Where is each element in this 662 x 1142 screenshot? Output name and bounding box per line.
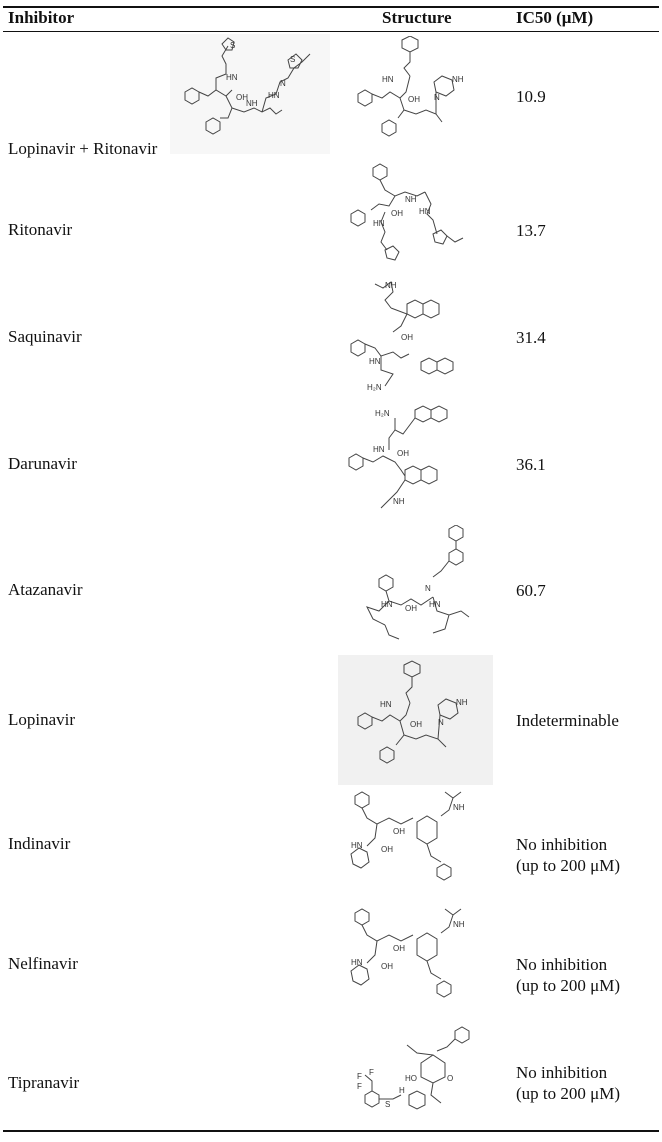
hn-label: HN xyxy=(419,207,431,216)
oh-label: OH xyxy=(408,95,420,104)
o-label: O xyxy=(447,1074,454,1083)
ic50-value: 60.7 xyxy=(516,581,546,600)
oh-label: OH xyxy=(391,209,403,218)
n-label: N xyxy=(434,93,440,102)
lopinavir-structure-icon xyxy=(338,655,493,785)
hn-label: HN xyxy=(373,445,385,454)
darunavir-structure-icon xyxy=(345,404,495,519)
ic50-value: No inhibition (up to 200 μM) xyxy=(516,1063,621,1103)
hn-label: HN xyxy=(429,600,441,609)
f-label: F xyxy=(369,1068,374,1077)
oh-label: OH xyxy=(410,720,422,729)
hn-label: HN xyxy=(380,700,392,709)
hn-label: HN xyxy=(369,357,381,366)
inhibitor-name: Darunavir xyxy=(8,454,77,473)
ic50-value: 13.7 xyxy=(516,221,546,240)
ic50-value: No inhibition (up to 200 μM) xyxy=(516,955,621,995)
oh-label: OH xyxy=(393,827,405,836)
bottom-rule xyxy=(3,1130,659,1132)
hn-label: HN xyxy=(382,75,394,84)
n-label: N xyxy=(438,718,444,727)
atazanavir-structure-icon xyxy=(345,525,495,645)
hn-label: HN xyxy=(226,73,238,82)
oh-label: OH xyxy=(401,333,413,342)
nh-label: NH xyxy=(405,195,417,204)
n-label: N xyxy=(425,584,431,593)
ic50-value: 36.1 xyxy=(516,455,546,474)
s-label: S xyxy=(290,55,296,64)
ic50-value: No inhibition (up to 200 μM) xyxy=(516,835,621,875)
indinavir-structure-icon xyxy=(345,788,495,903)
header-inhibitor: Inhibitor xyxy=(8,8,75,27)
oh-label: OH xyxy=(381,845,393,854)
oh-label: OH xyxy=(405,604,417,613)
h2n-label: H₂N xyxy=(375,409,390,418)
nh-label: NH xyxy=(393,497,405,506)
inhibitor-name: Nelfinavir xyxy=(8,954,78,973)
inhibitor-name: Indinavir xyxy=(8,834,71,853)
h2n-label: H₂N xyxy=(367,383,382,392)
oh-label: OH xyxy=(236,93,248,102)
oh-label: OH xyxy=(381,962,393,971)
s-label: S xyxy=(385,1100,391,1109)
nh-label: NH xyxy=(246,99,258,108)
inhibitor-name: Ritonavir xyxy=(8,220,73,239)
header-structure: Structure xyxy=(382,8,452,27)
ic50-value: 10.9 xyxy=(516,87,546,106)
ritonavir-structure-icon xyxy=(170,34,330,154)
ic50-value: Indeterminable xyxy=(516,711,619,730)
f-label: F xyxy=(357,1082,362,1091)
oh-label: OH xyxy=(393,944,405,953)
hn-label: HN xyxy=(351,958,363,967)
nh-label: NH xyxy=(385,281,397,290)
hn-label: HN xyxy=(373,219,385,228)
inhibitor-name: Atazanavir xyxy=(8,580,83,599)
nh-label: NH xyxy=(453,803,465,812)
nh-label: NH xyxy=(456,698,468,707)
oh-label: OH xyxy=(397,449,409,458)
header-ic50: IC50 (μM) xyxy=(516,8,594,27)
inhibitor-name: Tipranavir xyxy=(8,1073,80,1092)
hn-label: HN xyxy=(381,600,393,609)
f-label: F xyxy=(357,1072,362,1081)
saquinavir-structure-icon xyxy=(345,278,495,403)
tipranavir-structure-icon xyxy=(335,1025,500,1125)
header-rule xyxy=(3,31,659,32)
lopinavir-structure-icon xyxy=(350,36,480,146)
nelfinavir-structure-icon xyxy=(345,905,495,1020)
nh-label: NH xyxy=(452,75,464,84)
h-label: H xyxy=(399,1086,405,1095)
inhibitor-name: Lopinavir + Ritonavir xyxy=(8,139,158,158)
hn-label: HN xyxy=(268,91,280,100)
inhibitor-name: Saquinavir xyxy=(8,327,82,346)
ritonavir-structure-icon xyxy=(345,158,495,268)
ho-label: HO xyxy=(405,1074,417,1083)
s-label: S xyxy=(230,41,236,50)
inhibitor-name: Lopinavir xyxy=(8,710,76,729)
nh-label: NH xyxy=(453,920,465,929)
ic50-value: 31.4 xyxy=(516,328,546,347)
hn-label: HN xyxy=(351,841,363,850)
n-label: N xyxy=(280,79,286,88)
